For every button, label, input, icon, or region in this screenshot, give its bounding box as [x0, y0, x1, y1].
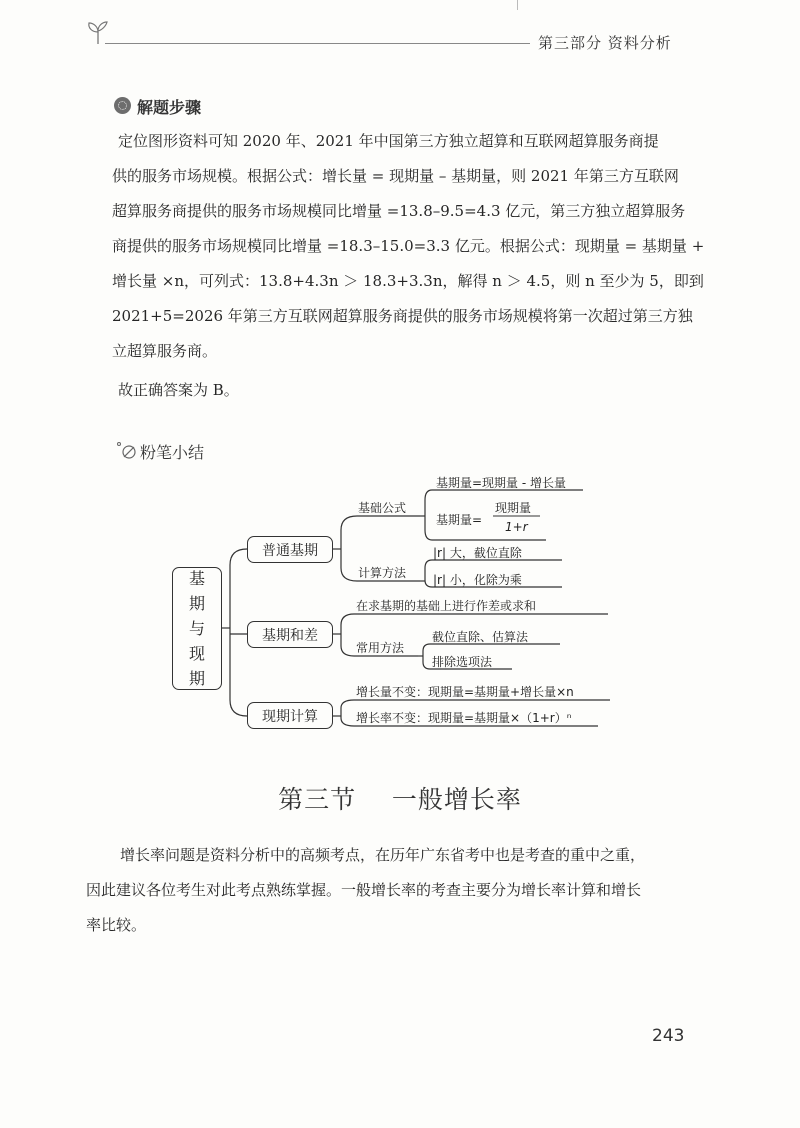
answer-line: 故正确答案为 B。 [118, 381, 239, 399]
header-section-label: 第三部分 资料分析 [538, 34, 672, 52]
solution-heading: 解题步骤 [137, 98, 202, 117]
current-calc-item-1: 增长量不变：现期量=基期量+增长量×n [356, 685, 574, 699]
branch-base-sum-diff: 基期和差 [247, 621, 333, 648]
root-char: 期 [188, 669, 205, 688]
formula-label: 基础公式 [358, 501, 407, 515]
solution-line: 立超算服务商。 [112, 342, 218, 360]
solution-line: 定位图形资料可知 2020 年、2021 年中国第三方独立超算和互联网超算服务商提 [118, 132, 659, 150]
root-char: 现 [188, 644, 205, 663]
section-intro-paragraph [86, 838, 706, 943]
intro-line: 增长率问题是资料分析中的高频考点，在历年广东省考中也是考查的重中之重， [120, 846, 646, 864]
branch-ordinary-base: 普通基期 [247, 536, 333, 563]
formula-1: 基期量=现期量 - 增长量 [436, 476, 567, 490]
root-char: 期 [188, 594, 205, 613]
branch-current-calc: 现期计算 [247, 702, 333, 729]
base-sum-diff-item: 在求基期的基础上进行作差或求和 [356, 599, 537, 613]
formula-2-numerator: 现期量 [495, 501, 532, 515]
section-title: 第三节 一般增长率 [278, 785, 522, 814]
common-method-label: 常用方法 [356, 641, 405, 655]
method-2: |r| 小，化除为乘 [433, 573, 522, 587]
intro-line: 率比较。 [86, 916, 147, 934]
method-label: 计算方法 [358, 566, 407, 580]
solution-line: 2021+5=2026 年第三方互联网超算服务商提供的服务市场规模将第一次超过第三方独 [112, 307, 693, 325]
common-method-1: 截位直除、估算法 [432, 630, 529, 644]
formula-2-denominator: 1+r [505, 520, 528, 534]
solution-line: 超算服务商提供的服务市场规模同比增量 =13.8–9.5=4.3 亿元，第三方独立超算服务 [112, 202, 686, 220]
intro-line: 因此建议各位考生对此考点熟练掌握。一般增长率的考查主要分为增长率计算和增长 [86, 881, 642, 899]
solution-line: 增长量 ×n，可列式：13.8+4.3n ＞ 18.3+3.3n，解得 n ＞ 4.5，则 n 至少为 5，即到 [112, 272, 704, 290]
common-method-2: 排除选项法 [432, 655, 493, 669]
solution-line: 商提供的服务市场规模同比增量 =18.3–15.0=3.3 亿元。根据公式：现期量 = 基期量 + [112, 237, 705, 255]
mindmap-root [172, 567, 222, 690]
root-char: 与 [188, 619, 205, 638]
method-1: |r| 大，截位直除 [433, 546, 522, 560]
root-char: 基 [188, 569, 205, 588]
summary-heading: 粉笔小结 [140, 443, 205, 462]
current-calc-item-2: 增长率不变：现期量=基期量×（1+r）ⁿ [356, 711, 572, 725]
formula-2-left: 基期量= [436, 513, 483, 527]
solution-line: 供的服务市场规模。根据公式：增长量 = 现期量 – 基期量，则 2021 年第三方互联网 [112, 167, 679, 185]
page-number: 243 [652, 1026, 685, 1046]
